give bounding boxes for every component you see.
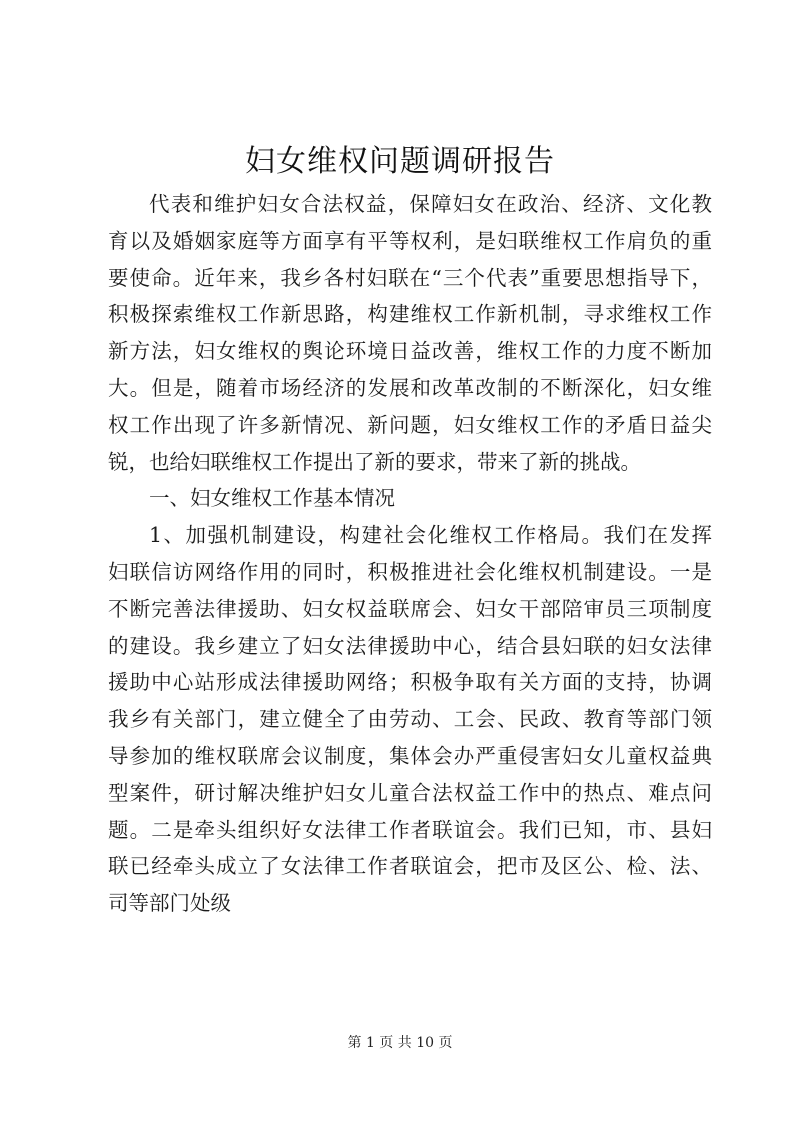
section-heading: 一、妇女维权工作基本情况 [149,486,395,511]
text-line: 积极探索维权工作新思路，构建维权工作新机制，寻求维权工作 [108,302,712,327]
text-line: 不断完善法律援助、妇女权益联席会、妇女干部陪审员三项制度 [108,596,712,621]
text-line: 要使命。近年来，我乡各村妇联在“三个代表”重要思想指导下， [108,265,712,290]
text-line: 新方法，妇女维权的舆论环境日益改善，维权工作的力度不断加 [108,339,712,364]
text-line: 我乡有关部门，建立健全了由劳动、工会、民政、教育等部门领 [108,707,712,732]
document-title: 妇女维权问题调研报告 [245,144,555,179]
document-body [108,186,712,922]
text-line: 大。但是，随着市场经济的发展和改革改制的不断深化，妇女维 [108,375,712,400]
text-line: 妇联信访网络作用的同时，积极推进社会化维权机制建设。一是 [108,559,712,584]
text-line: 锐，也给妇联维权工作提出了新的要求，带来了新的挑战。 [108,449,641,474]
text-line: 型案件，研讨解决维护妇女儿童合法权益工作中的热点、难点问 [108,780,712,805]
text-line: 权工作出现了许多新情况、新问题，妇女维权工作的矛盾日益尖 [108,412,712,437]
text-line: 的建设。我乡建立了妇女法律援助中心，结合县妇联的妇女法律 [108,633,712,658]
text-line: 育以及婚姻家庭等方面享有平等权利，是妇联维权工作肩负的重 [108,228,712,253]
text-line: 导参加的维权联席会议制度，集体会办严重侵害妇女儿童权益典 [108,743,712,768]
text-line: 代表和维护妇女合法权益，保障妇女在政治、经济、文化教 [149,192,712,216]
text-line: 1、加强机制建设，构建社会化维权工作格局。我们在发挥 [149,523,712,548]
text-line: 联已经牵头成立了女法律工作者联谊会，把市及区公、检、法、 [108,854,712,879]
page-number: 第 1 页 共 10 页 [347,1035,453,1051]
text-line: 司等部门处级 [108,891,231,916]
text-line: 题。二是牵头组织好女法律工作者联谊会。我们已知，市、县妇 [108,817,712,842]
text-line: 援助中心站形成法律援助网络；积极争取有关方面的支持，协调 [108,670,712,695]
